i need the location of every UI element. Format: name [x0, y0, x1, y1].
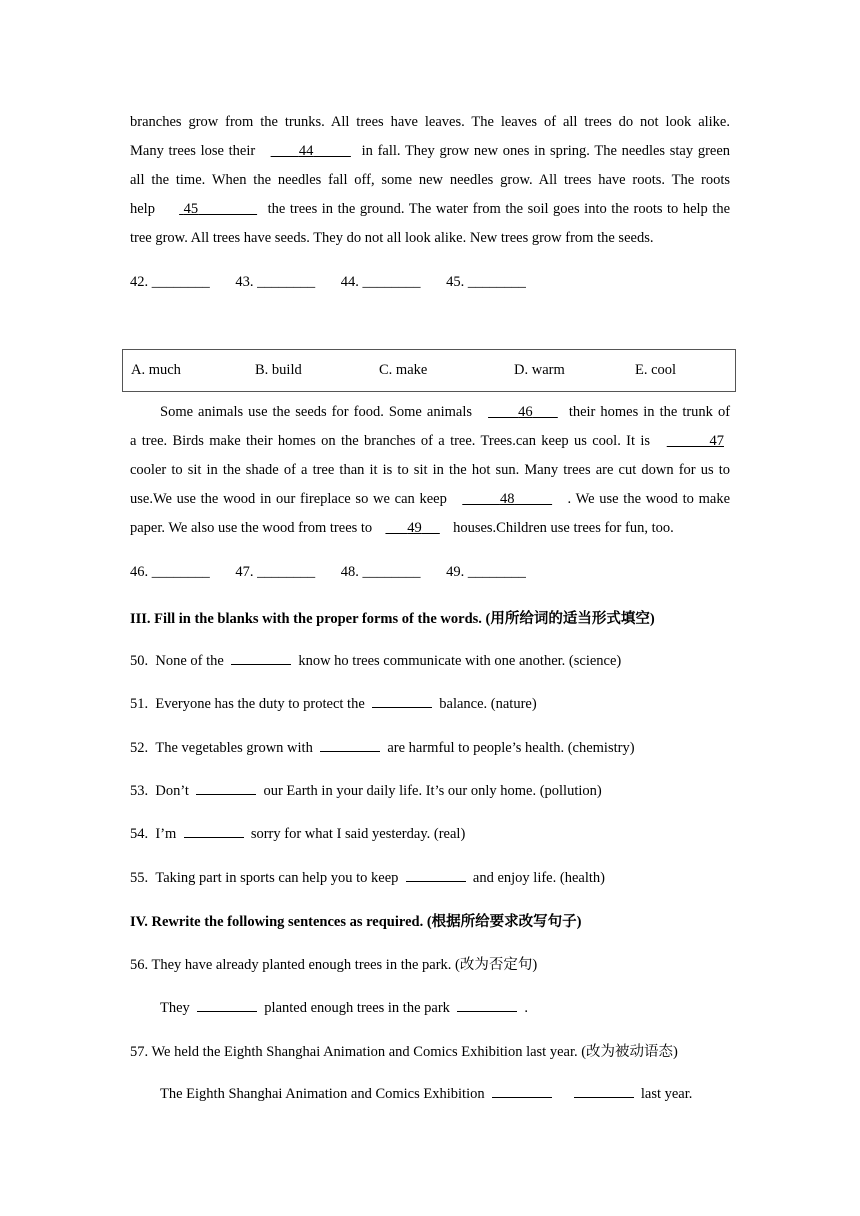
passage-two-line-2: a tree. Birds make their homes on the branches of a tree. Trees.can keep us cool. It is 47 — [130, 427, 730, 456]
word-option-a: A. much — [131, 362, 181, 378]
passage-two-line-5: paper. We also use the wood from trees to 49 houses.Children use trees for fun, too. — [130, 520, 674, 536]
answer-blank[interactable] — [197, 997, 257, 1012]
question-54: 54. I’m sorry for what I said yesterday. (real) — [130, 823, 465, 843]
answer-blank[interactable] — [492, 1083, 552, 1098]
answer-row-42-45 — [130, 274, 548, 291]
word-option-c: C. make — [379, 362, 428, 378]
question-52: 52. The vegetables grown with are harmful to people’s health. (chemistry) — [130, 737, 635, 757]
answer-blank[interactable] — [184, 823, 244, 838]
blank-44: 44 — [298, 143, 314, 159]
answer-row-46-49 — [130, 564, 548, 581]
answer-44: 44. ________ — [340, 274, 421, 290]
answer-blank[interactable] — [457, 997, 517, 1012]
passage-two-line-1: Some animals use the seeds for food. Some animals 46 their homes in the trunk of — [160, 404, 731, 420]
answer-blank[interactable] — [231, 650, 291, 665]
passage-two-line-4: use.We use the wood in our fireplace so we can keep 48 . We use the wood to make — [130, 491, 731, 507]
section-four-heading: IV. Rewrite the following sentences as required. (根据所给要求改写句子) — [130, 914, 582, 930]
word-box — [122, 349, 736, 392]
answer-blank[interactable] — [574, 1083, 634, 1098]
word-option-b: B. build — [255, 362, 302, 378]
question-53: 53. Don’t our Earth in your daily life. It’s our only home. (pollution) — [130, 780, 602, 800]
blank-47: 47 — [709, 433, 724, 449]
section-three-heading: III. Fill in the blanks with the proper forms of the words. (用所给词的适当形式填空) — [130, 611, 655, 627]
word-option-e: E. cool — [635, 362, 677, 378]
blank-46: 46 — [518, 404, 533, 420]
passage-one-line-4: help 45 the trees in the ground. The water from the soil goes into the roots to help the — [130, 201, 731, 217]
answer-43: 43. ________ — [235, 274, 316, 290]
word-option-d: D. warm — [514, 362, 565, 378]
answer-45: 45. ________ — [446, 274, 526, 290]
answer-48: 48. ________ — [340, 564, 421, 580]
passage-two — [130, 398, 730, 543]
question-57-answer-line: The Eighth Shanghai Animation and Comics Exhibition last year. — [130, 1083, 692, 1103]
passage-one-line-1: branches grow from the trunks. All trees have leaves. The leaves of all trees do not look alike. — [130, 114, 730, 130]
question-56: 56. They have already planted enough trees in the park. (改为否定句) — [130, 957, 538, 973]
answer-42: 42. ________ — [130, 274, 210, 290]
blank-49: 49 — [407, 520, 422, 536]
passage-one-line-5: tree grow. All trees have seeds. They do not all look alike. New trees grow from the seeds. — [130, 230, 654, 246]
question-57: 57. We held the Eighth Shanghai Animation and Comics Exhibition last year. (改为被动语态) — [130, 1044, 678, 1060]
passage-one — [130, 108, 730, 253]
question-56-answer-line: They planted enough trees in the park . — [130, 997, 528, 1017]
answer-49: 49. ________ — [446, 564, 526, 580]
answer-blank[interactable] — [406, 867, 466, 882]
question-55: 55. Taking part in sports can help you to keep and enjoy life. (health) — [130, 867, 605, 887]
answer-47: 47. ________ — [235, 564, 316, 580]
answer-blank[interactable] — [320, 737, 380, 752]
blank-45: 45 — [183, 201, 199, 217]
answer-blank[interactable] — [372, 693, 432, 708]
answer-46: 46. ________ — [130, 564, 210, 580]
answer-blank[interactable] — [196, 780, 256, 795]
passage-one-line-2: Many trees lose their 44 in fall. They grow new ones in spring. The needles stay green — [130, 143, 731, 159]
passage-one-line-3: all the time. When the needles fall off, some new needles grow. All trees have roots. The roots — [130, 172, 730, 188]
passage-two-line-3: cooler to sit in the shade of a tree than it is to sit in the hot sun. Many trees are cut down for us to — [130, 462, 730, 478]
question-50: 50. None of the know ho trees communicate with one another. (science) — [130, 650, 621, 670]
question-51: 51. Everyone has the duty to protect the balance. (nature) — [130, 693, 537, 713]
blank-48: 48 — [499, 491, 515, 507]
